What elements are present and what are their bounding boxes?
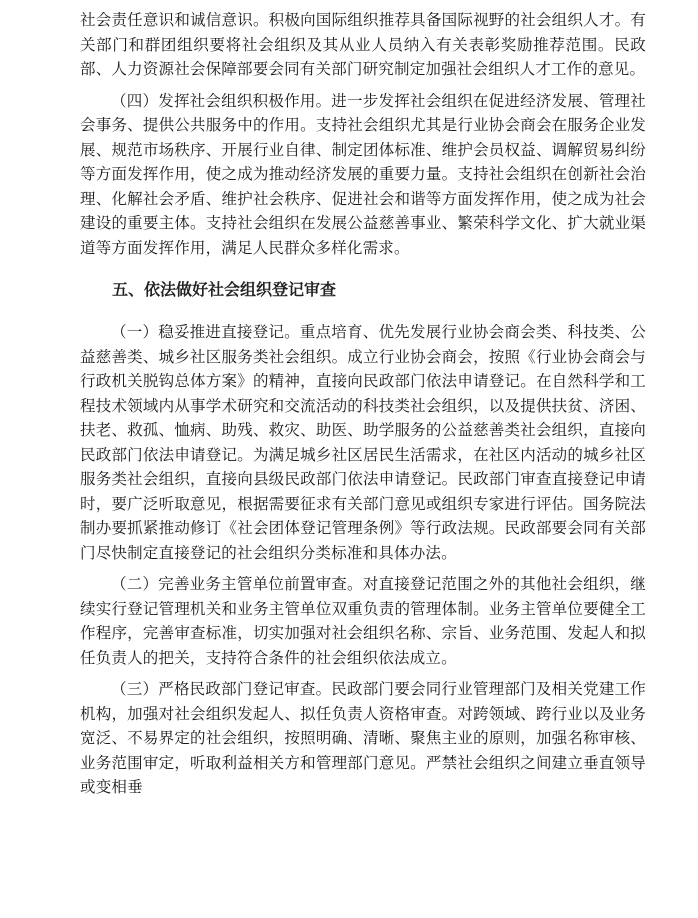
paragraph-role-of-social-organizations: （四）发挥社会组织积极作用。进一步发挥社会组织在促进经济发展、管理社会事务、提供公共服务中的作用。支持社会组织尤其是行业协会商会在服务企业发展、规范市场秩序、开展行业自律、制定团体标准、维护会员权益、调解贸易纠纷等方面发挥作用，使之成为推动经济发展的重要力量。支持社会组织在创新社会治理、化解社会矛盾、维护社会秩序、促进社会和谐等方面发挥作用，使之成为社会建设的重要主体。支持社会组织在发展公益慈善事业、繁荣科学文化、扩大就业渠道等方面发挥作用，满足人民群众多样化需求。 bbox=[80, 91, 646, 257]
paragraph-supervisory-review: （二）完善业务主管单位前置审查。对直接登记范围之外的其他社会组织，继续实行登记管理机关和业务主管单位双重负责的管理体制。业务主管单位要健全工作程序，完善审查标准，切实加强对社会组织名称、宗旨、业务范围、发起人和拟任负责人的把关，支持符合条件的社会组织依法成立。 bbox=[80, 575, 646, 667]
paragraph-talent-continuation: 社会责任意识和诚信意识。积极向国际组织推荐具备国际视野的社会组织人才。有关部门和群团组织要将社会组织及其从业人员纳入有关表彰奖励推荐范围。民政部、人力资源社会保障部要会同有关部门研究制定加强社会组织人才工作的意见。 bbox=[80, 11, 646, 78]
paragraph-civil-affairs-review: （三）严格民政部门登记审查。民政部门要会同行业管理部门及相关党建工作机构，加强对社会组织发起人、拟任负责人资格审查。对跨领域、跨行业以及业务宽泛、不易界定的社会组织，按照明确、清晰、聚焦主业的原则，加强名称审核、业务范围审定，听取利益相关方和管理部门意见。严禁社会组织之间建立垂直领导或变相垂 bbox=[80, 680, 646, 796]
paragraph-direct-registration: （一）稳妥推进直接登记。重点培育、优先发展行业协会商会类、科技类、公益慈善类、城乡社区服务类社会组织。成立行业协会商会，按照《行业协会商会与行政机关脱钩总体方案》的精神，直接向民政部门依法申请登记。在自然科学和工程技术领域内从事学术研究和交流活动的科技类社会组织，以及提供扶贫、济困、扶老、救孤、恤病、助残、救灾、助医、助学服务的公益慈善类社会组织，直接向民政部门依法申请登记。为满足城乡社区居民生活需求，在社区内活动的城乡社区服务类社会组织，直接向县级民政部门依法申请登记。民政部门审查直接登记申请时，要广泛听取意见，根据需要征求有关部门意见或组织专家进行评估。国务院法制办要抓紧推动修订《社会团体登记管理条例》等行政法规。民政部要会同有关部门尽快制定直接登记的社会组织分类标准和具体办法。 bbox=[80, 323, 646, 562]
section-heading: 五、依法做好社会组织登记审查 bbox=[112, 280, 337, 299]
